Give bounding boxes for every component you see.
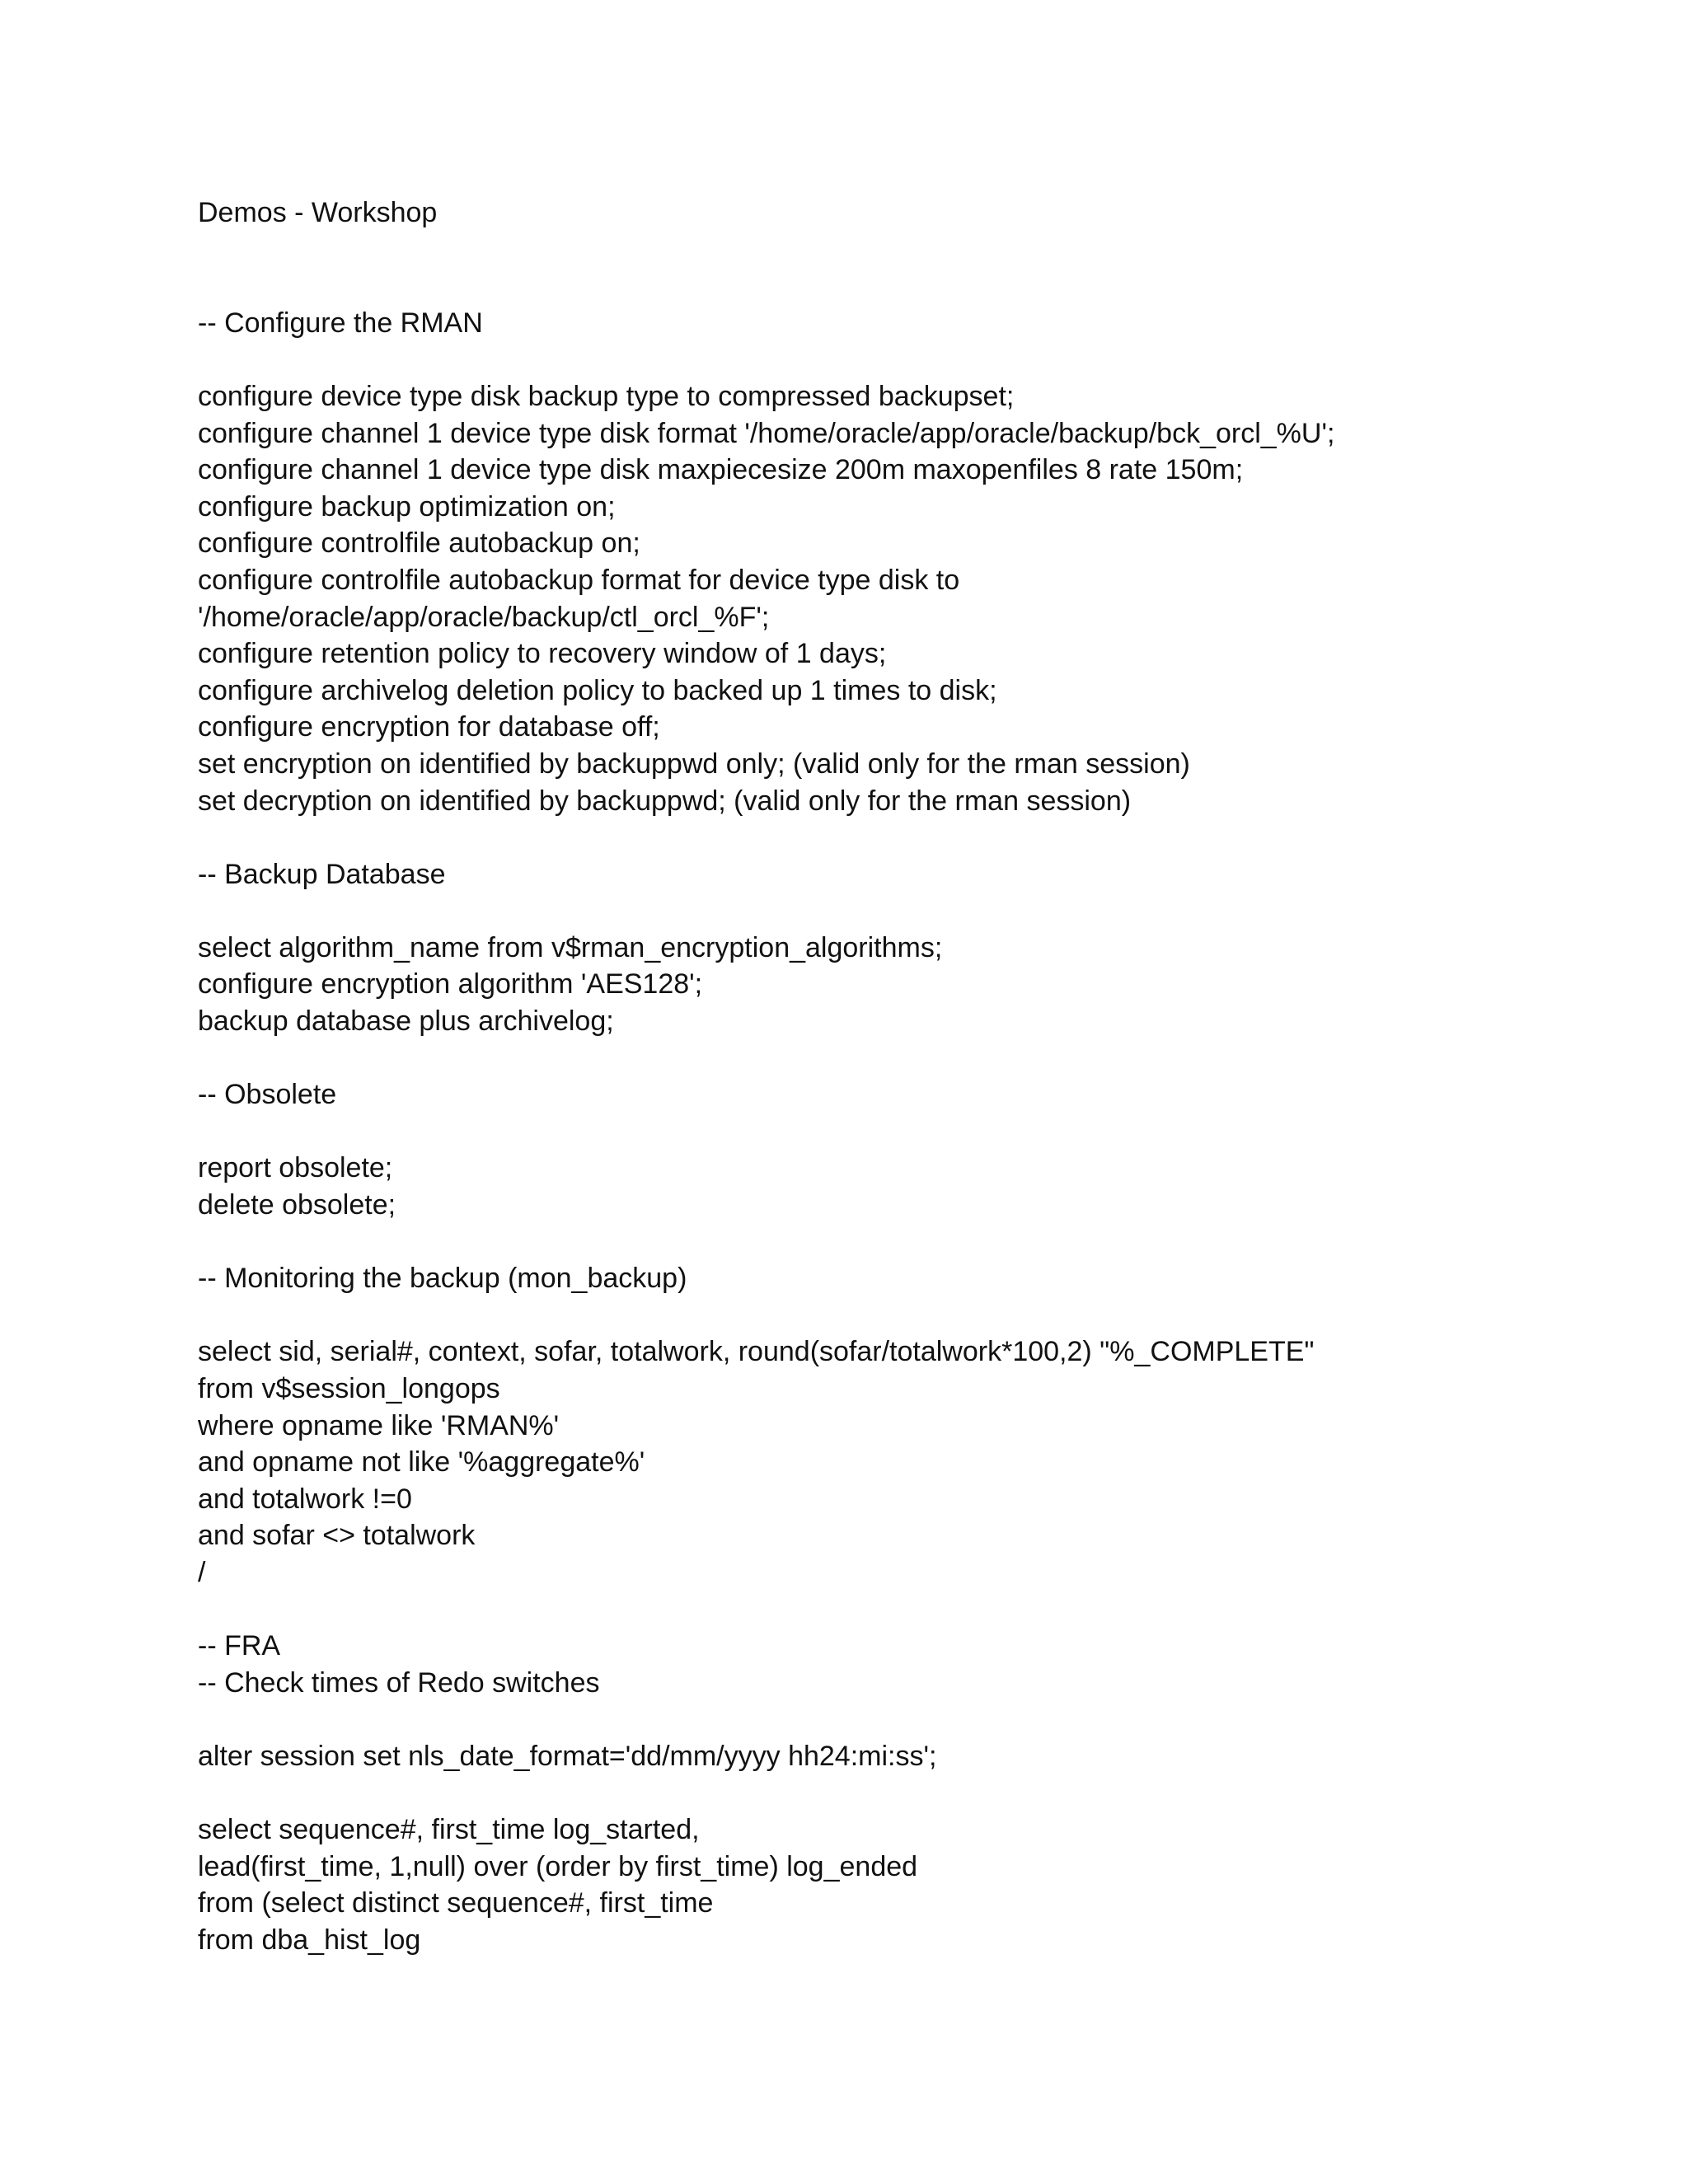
code-line: report obsolete; [198,1152,393,1184]
code-line: configure controlfile autobackup on; [198,527,640,560]
code-line: where opname like 'RMAN%' [198,1409,560,1441]
code-line: configure channel 1 device type disk maxpiecesize 200m maxopenfiles 8 rate 150m; [198,454,1244,486]
section-heading-configure-rman: -- Configure the RMAN [198,307,483,339]
code-line: / [198,1556,206,1588]
document-body [198,194,1615,1959]
code-line: configure backup optimization on; [198,490,616,523]
section-heading-monitoring-backup: -- Monitoring the backup (mon_backup) [198,1263,687,1295]
code-line: configure encryption algorithm 'AES128'; [198,968,703,1001]
code-line: select sid, serial#, context, sofar, totalwork, round(sofar/totalwork*100,2) "%_COMPLETE" [198,1336,1315,1368]
code-line: configure controlfile autobackup format for device type disk to [198,564,960,596]
code-line: and totalwork !=0 [198,1483,412,1515]
code-line: configure archivelog deletion policy to backed up 1 times to disk; [198,674,997,706]
code-line: configure device type disk backup type to compressed backupset; [198,380,1015,412]
section-subheading-redo-switches: -- Check times of Redo switches [198,1666,600,1699]
code-line: select algorithm_name from v$rman_encryption_algorithms; [198,931,943,963]
code-line: '/home/oracle/app/oracle/backup/ctl_orcl_%F'; [198,601,770,633]
code-line: backup database plus archivelog; [198,1005,614,1038]
code-line: and sofar <> totalwork [198,1520,476,1552]
section-heading-obsolete: -- Obsolete [198,1079,337,1111]
code-line: set encryption on identified by backuppwd only; (valid only for the rman session) [198,748,1190,780]
code-line: set decryption on identified by backuppwd; (valid only for the rman session) [198,785,1132,817]
document-title: Demos - Workshop [198,197,438,228]
code-line: select sequence#, first_time log_started, [198,1814,700,1846]
code-line: and opname not like '%aggregate%' [198,1446,645,1479]
code-line: alter session set nls_date_format='dd/mm/yyyy hh24:mi:ss'; [198,1740,937,1772]
section-heading-backup-database: -- Backup Database [198,858,446,890]
code-line: configure encryption for database off; [198,711,660,743]
code-line: from dba_hist_log [198,1924,421,1956]
code-line: from v$session_longops [198,1373,500,1404]
code-line: configure channel 1 device type disk format '/home/oracle/app/oracle/backup/bck_orcl_%U'; [198,417,1335,449]
section-heading-fra: -- FRA [198,1630,281,1662]
code-line: configure retention policy to recovery window of 1 days; [198,638,887,670]
code-line: delete obsolete; [198,1189,396,1221]
code-line: from (select distinct sequence#, first_time [198,1887,714,1919]
code-line: lead(first_time, 1,null) over (order by first_time) log_ended [198,1850,918,1882]
